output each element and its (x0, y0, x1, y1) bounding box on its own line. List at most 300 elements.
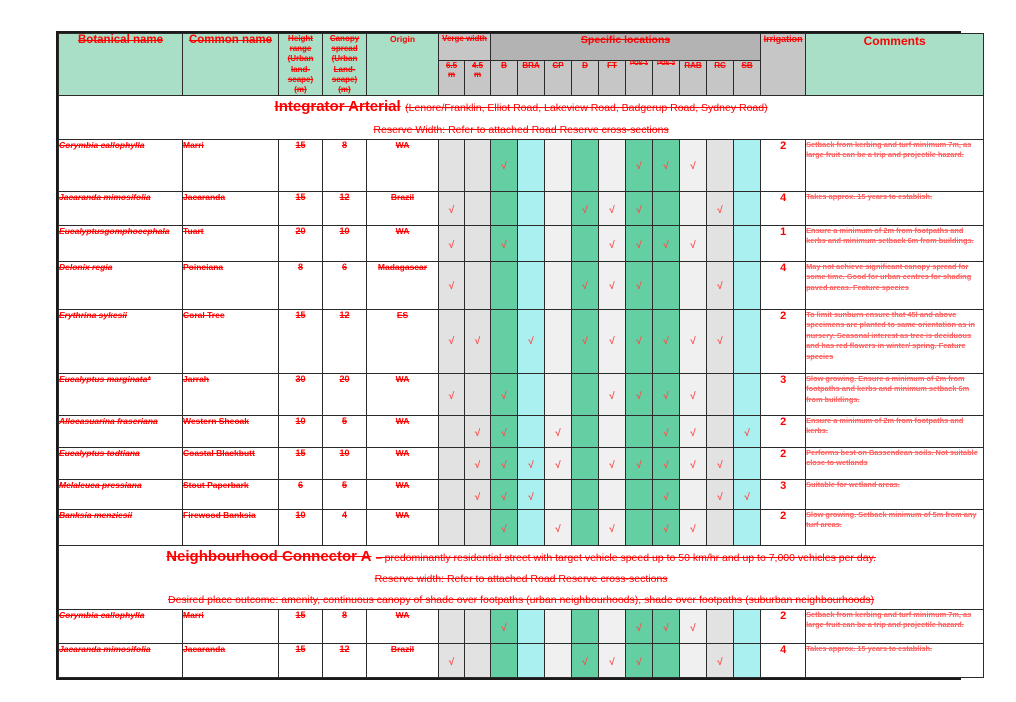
check-icon: √ (636, 280, 642, 292)
cell-irrigation: 2 (761, 309, 806, 373)
cell-comments: Suitable for wetland areas. (806, 479, 984, 509)
section-banner-row (59, 96, 984, 139)
cell-loc-cp[interactable] (545, 191, 572, 225)
header-loc-ft: FT (599, 61, 626, 96)
cell-loc-cp[interactable] (545, 509, 572, 545)
check-icon: √ (528, 491, 534, 503)
cell-loc-d[interactable] (572, 373, 599, 415)
cell-loc-pos2[interactable] (653, 447, 680, 479)
section-heading-line-2 (59, 118, 983, 139)
cell-verge-6-5m[interactable] (439, 509, 465, 545)
cell-loc-ft[interactable] (599, 225, 626, 261)
cell-loc-pos2[interactable] (653, 373, 680, 415)
cell-comments: Ensure a minimum of 2m from footpaths and kerbs and minimum setback 6m from buildings. (806, 225, 984, 261)
check-icon: √ (663, 239, 669, 251)
cell-comments: Takes approx. 15 years to establish. (806, 643, 984, 677)
cell-comments: Slow growing. Setback minimum of 5m from any turf areas. (806, 509, 984, 545)
check-icon: √ (636, 335, 642, 347)
cell-height-range: 8 (279, 261, 323, 309)
cell-loc-rab[interactable] (680, 309, 707, 373)
cell-botanical-name: Jacaranda mimosifolia (59, 643, 183, 677)
cell-loc-d[interactable] (572, 609, 599, 643)
cell-loc-pos1[interactable] (626, 447, 653, 479)
cell-loc-pos1[interactable] (626, 225, 653, 261)
check-icon: √ (663, 523, 669, 535)
table-row (59, 609, 984, 643)
cell-loc-ft[interactable] (599, 479, 626, 509)
section-title: Integrator Arterial (274, 98, 401, 116)
check-icon: √ (717, 280, 723, 292)
cell-loc-rc[interactable] (707, 225, 734, 261)
cell-loc-rc[interactable] (707, 373, 734, 415)
cell-height-range: 15 (279, 643, 323, 677)
cell-common-name: Jacaranda (183, 643, 279, 677)
cell-origin: ES (367, 309, 439, 373)
cell-loc-ft[interactable] (599, 309, 626, 373)
cell-origin: WA (367, 479, 439, 509)
cell-loc-bra[interactable] (518, 479, 545, 509)
cell-irrigation: 4 (761, 191, 806, 225)
table-row (59, 261, 984, 309)
check-icon: √ (717, 491, 723, 503)
check-icon: √ (609, 523, 615, 535)
cell-loc-pos2[interactable] (653, 139, 680, 191)
cell-verge-4-5m[interactable] (465, 415, 491, 447)
cell-loc-rab[interactable] (680, 415, 707, 447)
cell-botanical-name: Eucalyptusgomphocephala (59, 225, 183, 261)
section-title: Neighbourhood Connector A (166, 547, 372, 565)
cell-loc-pos1[interactable] (626, 509, 653, 545)
cell-height-range: 15 (279, 447, 323, 479)
cell-loc-ft[interactable] (599, 373, 626, 415)
cell-loc-d[interactable] (572, 447, 599, 479)
check-icon: √ (690, 160, 696, 172)
cell-loc-sb[interactable] (734, 643, 761, 677)
cell-loc-rc[interactable] (707, 261, 734, 309)
cell-loc-pos2[interactable] (653, 479, 680, 509)
check-icon: √ (690, 523, 696, 535)
cell-loc-pos2[interactable] (653, 415, 680, 447)
table-row (59, 643, 984, 677)
cell-loc-ft[interactable] (599, 139, 626, 191)
cell-loc-pos1[interactable] (626, 309, 653, 373)
cell-irrigation: 4 (761, 643, 806, 677)
check-icon: √ (636, 656, 642, 668)
cell-verge-4-5m[interactable] (465, 609, 491, 643)
check-icon: √ (501, 239, 507, 251)
cell-loc-d[interactable] (572, 191, 599, 225)
cell-comments: May not achieve significant canopy spread for some time. Good for urban centres for shading paved areas. Feature species (806, 261, 984, 309)
cell-irrigation: 4 (761, 261, 806, 309)
check-icon: √ (448, 239, 455, 251)
cell-loc-rc[interactable] (707, 415, 734, 447)
cell-origin: Madagascar (367, 261, 439, 309)
cell-height-range: 15 (279, 309, 323, 373)
cell-loc-b[interactable] (491, 261, 518, 309)
cell-loc-bra[interactable] (518, 609, 545, 643)
check-icon: √ (744, 427, 750, 439)
cell-loc-bra[interactable] (518, 447, 545, 479)
cell-loc-pos1[interactable] (626, 139, 653, 191)
cell-botanical-name: Corymbia callophylla (59, 609, 183, 643)
cell-irrigation: 2 (761, 609, 806, 643)
cell-loc-rab[interactable] (680, 479, 707, 509)
header-loc-b: B (491, 61, 518, 96)
cell-loc-bra[interactable] (518, 373, 545, 415)
section-banner-row (59, 545, 984, 609)
cell-loc-rab[interactable] (680, 447, 707, 479)
cell-comments: Performs best on Bassendean soils. Not suitable close to wetlands (806, 447, 984, 479)
cell-loc-pos2[interactable] (653, 261, 680, 309)
check-icon: √ (663, 160, 669, 172)
section-heading-line-3 (59, 588, 983, 609)
cell-origin: WA (367, 415, 439, 447)
cell-common-name: Marri (183, 139, 279, 191)
cell-verge-6-5m[interactable] (439, 643, 465, 677)
cell-loc-rab[interactable] (680, 373, 707, 415)
cell-loc-pos1[interactable] (626, 479, 653, 509)
cell-loc-d[interactable] (572, 509, 599, 545)
header-canopy-spread: Canopy spread (Urban Land-scape) (m) (323, 34, 367, 96)
cell-loc-sb[interactable] (734, 191, 761, 225)
cell-loc-pos1[interactable] (626, 373, 653, 415)
cell-height-range: 15 (279, 191, 323, 225)
cell-loc-sb[interactable] (734, 225, 761, 261)
cell-loc-sb[interactable] (734, 309, 761, 373)
cell-loc-cp[interactable] (545, 261, 572, 309)
cell-common-name: Coral Tree (183, 309, 279, 373)
cell-loc-b[interactable] (491, 309, 518, 373)
cell-verge-6-5m[interactable] (439, 225, 465, 261)
cell-irrigation: 3 (761, 373, 806, 415)
cell-canopy-spread: 5 (323, 415, 367, 447)
section-subtitle-1: – predominantly residential street with target vehicle speed up to 50 km/hr and up to 7,000 vehicles per day. (375, 551, 876, 564)
cell-loc-rab[interactable] (680, 191, 707, 225)
cell-loc-pos1[interactable] (626, 191, 653, 225)
cell-verge-6-5m[interactable] (439, 191, 465, 225)
check-icon: √ (609, 656, 615, 668)
cell-loc-pos1[interactable] (626, 415, 653, 447)
cell-verge-6-5m[interactable] (439, 373, 465, 415)
cell-origin: WA (367, 139, 439, 191)
check-icon: √ (663, 491, 669, 503)
table-row (59, 191, 984, 225)
check-icon: √ (501, 491, 507, 503)
check-icon: √ (448, 656, 455, 668)
cell-loc-d[interactable] (572, 139, 599, 191)
cell-loc-b[interactable] (491, 509, 518, 545)
check-icon: √ (636, 239, 642, 251)
check-icon: √ (636, 160, 642, 172)
cell-verge-6-5m[interactable] (439, 479, 465, 509)
cell-loc-rc[interactable] (707, 447, 734, 479)
cell-loc-b[interactable] (491, 373, 518, 415)
cell-loc-cp[interactable] (545, 225, 572, 261)
cell-loc-pos1[interactable] (626, 643, 653, 677)
header-verge-4-5m: 4.5 m (465, 61, 491, 96)
cell-loc-sb[interactable] (734, 609, 761, 643)
check-icon: √ (663, 427, 669, 439)
header-comments: Comments (806, 34, 984, 96)
table-row (59, 447, 984, 479)
cell-comments: Takes approx. 15 years to establish. (806, 191, 984, 225)
cell-verge-4-5m[interactable] (465, 643, 491, 677)
cell-botanical-name: Banksia menziesii (59, 509, 183, 545)
cell-common-name: Jacaranda (183, 191, 279, 225)
cell-loc-bra[interactable] (518, 415, 545, 447)
cell-verge-4-5m[interactable] (465, 447, 491, 479)
check-icon: √ (501, 459, 507, 471)
cell-loc-bra[interactable] (518, 509, 545, 545)
cell-height-range: 20 (279, 225, 323, 261)
check-icon: √ (663, 335, 669, 347)
cell-loc-bra[interactable] (518, 225, 545, 261)
cell-loc-ft[interactable] (599, 609, 626, 643)
check-icon: √ (690, 335, 696, 347)
header-specific-locations: Specific locations (491, 34, 761, 61)
cell-loc-b[interactable] (491, 479, 518, 509)
cell-loc-rc[interactable] (707, 479, 734, 509)
check-icon: √ (717, 204, 723, 216)
cell-loc-rab[interactable] (680, 643, 707, 677)
cell-canopy-spread: 6 (323, 261, 367, 309)
cell-comments: Ensure a minimum of 2m from footpaths and kerbs. (806, 415, 984, 447)
cell-loc-sb[interactable] (734, 415, 761, 447)
cell-verge-4-5m[interactable] (465, 191, 491, 225)
cell-canopy-spread: 12 (323, 643, 367, 677)
cell-loc-pos1[interactable] (626, 261, 653, 309)
cell-loc-cp[interactable] (545, 309, 572, 373)
cell-loc-pos1[interactable] (626, 609, 653, 643)
cell-loc-rc[interactable] (707, 309, 734, 373)
check-icon: √ (663, 390, 669, 402)
header-loc-cp: CP (545, 61, 572, 96)
cell-loc-b[interactable] (491, 139, 518, 191)
cell-origin: WA (367, 509, 439, 545)
cell-common-name: Stout Paperbark (183, 479, 279, 509)
cell-loc-sb[interactable] (734, 447, 761, 479)
check-icon: √ (501, 523, 507, 535)
cell-verge-6-5m[interactable] (439, 139, 465, 191)
cell-verge-4-5m[interactable] (465, 373, 491, 415)
check-icon: √ (609, 459, 615, 471)
check-icon: √ (448, 280, 455, 292)
cell-verge-6-5m[interactable] (439, 609, 465, 643)
section-subtitle-2: Reserve Width: Refer to attached Road Reserve cross-sections (373, 123, 669, 136)
cell-loc-d[interactable] (572, 309, 599, 373)
cell-common-name: Western Sheoak (183, 415, 279, 447)
cell-loc-cp[interactable] (545, 447, 572, 479)
cell-loc-pos2[interactable] (653, 609, 680, 643)
table-row (59, 309, 984, 373)
cell-loc-rc[interactable] (707, 643, 734, 677)
cell-loc-d[interactable] (572, 643, 599, 677)
cell-loc-d[interactable] (572, 261, 599, 309)
cell-loc-sb[interactable] (734, 509, 761, 545)
cell-botanical-name: Eucalyptus marginata* (59, 373, 183, 415)
cell-origin: WA (367, 447, 439, 479)
check-icon: √ (582, 335, 588, 347)
cell-verge-4-5m[interactable] (465, 139, 491, 191)
cell-comments: To limit sunburn ensure that 45l and above specimens are planted to same orientation as in nursery. Seasonal interest as tree is deciduous and has red flowers in winter/ spring. Feature species (806, 309, 984, 373)
cell-loc-bra[interactable] (518, 309, 545, 373)
cell-loc-rc[interactable] (707, 191, 734, 225)
check-icon: √ (690, 239, 696, 251)
header-loc-bra: BRA (518, 61, 545, 96)
cell-loc-rab[interactable] (680, 609, 707, 643)
section-subtitle-3: Desired place outcome: amenity, continuous canopy of shade over footpaths (urban neighbourhoods), shade over footpaths (suburban neighbourhoods) (168, 593, 875, 606)
header-origin: Origin (367, 34, 439, 96)
cell-botanical-name: Delonix regia (59, 261, 183, 309)
cell-loc-ft[interactable] (599, 415, 626, 447)
header-loc-pos2: POS-2 (653, 61, 680, 96)
check-icon: √ (528, 459, 534, 471)
table-row (59, 225, 984, 261)
cell-verge-6-5m[interactable] (439, 309, 465, 373)
cell-loc-ft[interactable] (599, 643, 626, 677)
table-row (59, 373, 984, 415)
check-icon: √ (555, 427, 561, 439)
cell-loc-rc[interactable] (707, 609, 734, 643)
cell-common-name: Coastal Blackbutt (183, 447, 279, 479)
cell-botanical-name: Erythrina sykesii (59, 309, 183, 373)
cell-loc-d[interactable] (572, 415, 599, 447)
cell-comments: Setback from kerbing and turf minimum 7m, as large fruit can be a trip and projectile hazard. (806, 609, 984, 643)
cell-height-range: 6 (279, 479, 323, 509)
cell-canopy-spread: 8 (323, 139, 367, 191)
cell-verge-4-5m[interactable] (465, 309, 491, 373)
cell-loc-ft[interactable] (599, 447, 626, 479)
header-loc-rab: RAB (680, 61, 707, 96)
check-icon: √ (690, 622, 696, 634)
cell-verge-4-5m[interactable] (465, 509, 491, 545)
cell-botanical-name: Eucalyptus todtiana (59, 447, 183, 479)
cell-canopy-spread: 12 (323, 191, 367, 225)
cell-common-name: Tuart (183, 225, 279, 261)
cell-loc-sb[interactable] (734, 373, 761, 415)
cell-irrigation: 2 (761, 509, 806, 545)
cell-loc-rc[interactable] (707, 509, 734, 545)
section-heading-line-1 (59, 96, 983, 117)
cell-loc-pos2[interactable] (653, 643, 680, 677)
table-row (59, 415, 984, 447)
table-row (59, 479, 984, 509)
header-botanical-name: Botanical name (59, 34, 183, 96)
cell-loc-b[interactable] (491, 191, 518, 225)
check-icon: √ (663, 459, 669, 471)
cell-loc-rab[interactable] (680, 509, 707, 545)
cell-loc-rab[interactable] (680, 139, 707, 191)
cell-origin: WA (367, 609, 439, 643)
table-row (59, 139, 984, 191)
header-irrigation: Irrigation (761, 34, 806, 96)
cell-loc-cp[interactable] (545, 139, 572, 191)
cell-loc-b[interactable] (491, 225, 518, 261)
cell-irrigation: 1 (761, 225, 806, 261)
cell-loc-cp[interactable] (545, 609, 572, 643)
check-icon: √ (501, 160, 507, 172)
header-row-top (59, 34, 984, 61)
cell-common-name: Firewood Banksia (183, 509, 279, 545)
cell-verge-6-5m[interactable] (439, 261, 465, 309)
check-icon: √ (448, 204, 455, 216)
header-common-name: Common name (183, 34, 279, 96)
check-icon: √ (609, 390, 615, 402)
cell-loc-bra[interactable] (518, 191, 545, 225)
check-icon: √ (448, 390, 455, 402)
check-icon: √ (636, 390, 642, 402)
cell-irrigation: 2 (761, 415, 806, 447)
cell-loc-pos2[interactable] (653, 191, 680, 225)
cell-verge-6-5m[interactable] (439, 415, 465, 447)
table-row (59, 509, 984, 545)
cell-canopy-spread: 10 (323, 225, 367, 261)
cell-loc-sb[interactable] (734, 261, 761, 309)
cell-loc-rc[interactable] (707, 139, 734, 191)
cell-loc-ft[interactable] (599, 191, 626, 225)
cell-origin: WA (367, 373, 439, 415)
cell-loc-d[interactable] (572, 479, 599, 509)
cell-origin: Brazil (367, 191, 439, 225)
cell-botanical-name: Allocasuarina fraseriana (59, 415, 183, 447)
cell-loc-rab[interactable] (680, 225, 707, 261)
cell-verge-6-5m[interactable] (439, 447, 465, 479)
cell-loc-bra[interactable] (518, 261, 545, 309)
cell-loc-ft[interactable] (599, 261, 626, 309)
cell-loc-d[interactable] (572, 225, 599, 261)
cell-loc-bra[interactable] (518, 643, 545, 677)
cell-origin: Brazil (367, 643, 439, 677)
header-height-range: Height range (Urban land-scape) (m) (279, 34, 323, 96)
cell-loc-sb[interactable] (734, 139, 761, 191)
cell-loc-pos2[interactable] (653, 509, 680, 545)
tree-species-table (56, 31, 978, 680)
cell-verge-4-5m[interactable] (465, 261, 491, 309)
cell-loc-cp[interactable] (545, 415, 572, 447)
cell-loc-pos2[interactable] (653, 309, 680, 373)
cell-loc-ft[interactable] (599, 509, 626, 545)
cell-loc-b[interactable] (491, 643, 518, 677)
cell-loc-b[interactable] (491, 447, 518, 479)
cell-loc-cp[interactable] (545, 373, 572, 415)
cell-loc-rab[interactable] (680, 261, 707, 309)
check-icon: √ (636, 459, 642, 471)
check-icon: √ (690, 427, 696, 439)
cell-common-name: Poinciana (183, 261, 279, 309)
check-icon: √ (744, 491, 750, 503)
cell-comments: Slow growing. Ensure a minimum of 2m from footpaths and kerbs and minimum setback 6m from buildings. (806, 373, 984, 415)
cell-common-name: Marri (183, 609, 279, 643)
check-icon: √ (636, 204, 642, 216)
cell-loc-pos2[interactable] (653, 225, 680, 261)
cell-verge-4-5m[interactable] (465, 225, 491, 261)
cell-loc-b[interactable] (491, 609, 518, 643)
cell-common-name: Jarrah (183, 373, 279, 415)
check-icon: √ (555, 459, 561, 471)
check-icon: √ (474, 491, 481, 503)
check-icon: √ (609, 280, 615, 292)
cell-verge-4-5m[interactable] (465, 479, 491, 509)
header-verge-width: Verge width (439, 34, 491, 61)
cell-canopy-spread: 8 (323, 609, 367, 643)
cell-loc-b[interactable] (491, 415, 518, 447)
cell-loc-cp[interactable] (545, 643, 572, 677)
cell-loc-bra[interactable] (518, 139, 545, 191)
check-icon: √ (448, 335, 455, 347)
cell-loc-sb[interactable] (734, 479, 761, 509)
cell-loc-cp[interactable] (545, 479, 572, 509)
check-icon: √ (501, 622, 507, 634)
